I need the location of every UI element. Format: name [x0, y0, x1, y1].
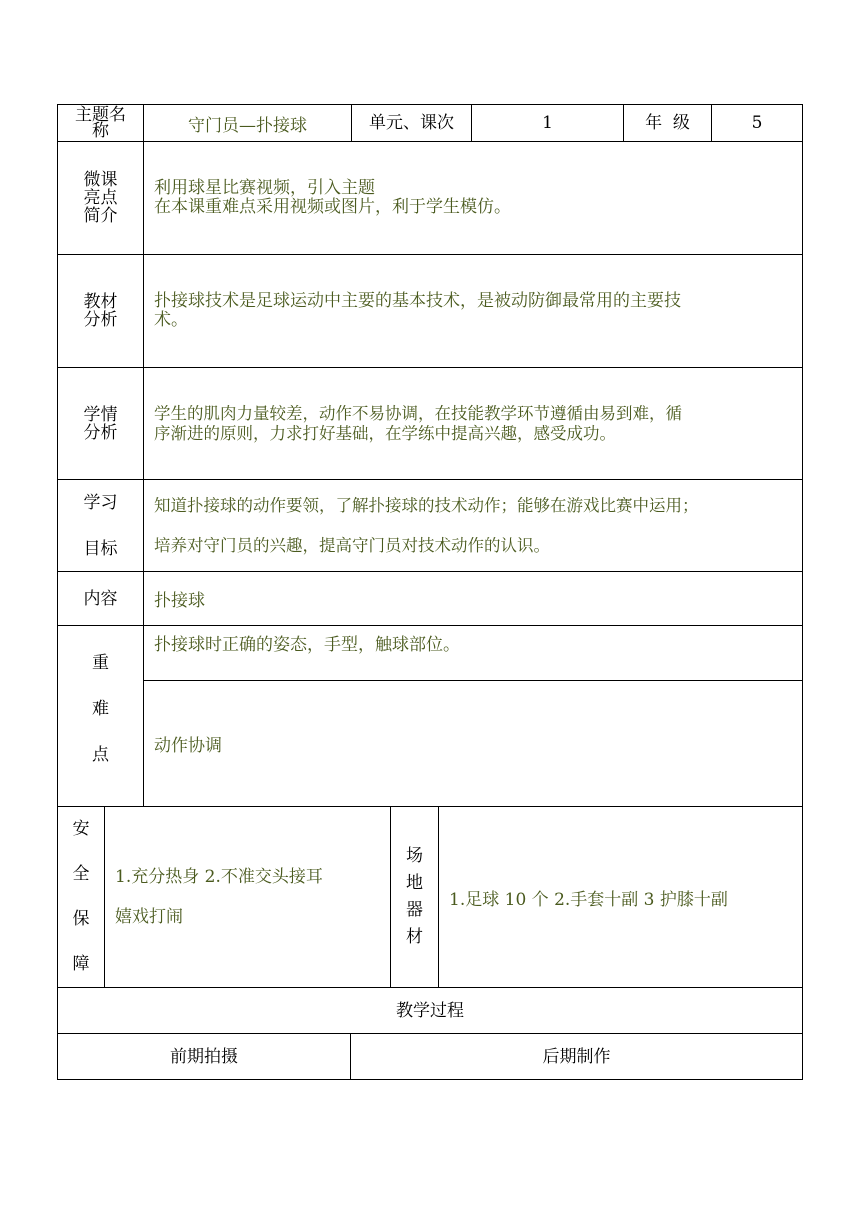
learner-text: 学生的肌肉力量较差，动作不易协调，在技能教学环节遵循由易到难，循 序渐进的原则，力求打好基础，在学练中提高兴趣，感受成功。 [154, 403, 682, 443]
topic-label: 主题名称 [58, 105, 144, 141]
micro-label-line: 简介 [83, 206, 118, 226]
safety-row [57, 807, 803, 988]
material-label: 教材 分析 [58, 255, 144, 367]
micro-label [58, 142, 144, 254]
goals-text: 知道扑接球的动作要领，了解扑接球的技术动作；能够在游戏比赛中运用； 培养对守门员的兴趣，提高守门员对技术动作的认识。 [154, 495, 699, 555]
process-col-production: 后期制作 [542, 1046, 611, 1067]
micro-label-line: 亮点 [83, 188, 118, 208]
process-title-row [57, 988, 803, 1034]
key-point-cell [144, 626, 802, 681]
learner-label: 学情 分析 [58, 368, 144, 479]
keypoints-row [57, 626, 803, 807]
goals-label: 学习 目标 [58, 480, 144, 571]
process-title: 教学过程 [396, 1000, 464, 1021]
grade-label: 年 级 [624, 105, 712, 141]
grade-value: 5 [751, 113, 763, 133]
micro-line: 在本课重难点采用视频或图片，利于学生模仿。 [154, 197, 511, 217]
unit-value: 1 [472, 105, 624, 141]
difficult-point-text: 动作协调 [154, 736, 222, 756]
micro-line: 利用球星比赛视频，引入主题 [154, 178, 375, 198]
micro-row [57, 142, 803, 255]
learner-row [57, 368, 803, 480]
content-row [57, 572, 803, 626]
safety-text: 1.充分热身 2.不准交头接耳 嬉戏打闹 [105, 807, 391, 987]
goals-row [57, 480, 803, 572]
venue-value: 1.足球 10 个 2.手套十副 3 护膝十副 [449, 889, 728, 910]
material-row [57, 255, 803, 368]
content-label: 内容 [58, 572, 144, 625]
process-col-shooting: 前期拍摄 [58, 1034, 351, 1079]
lesson-plan-table [57, 104, 803, 1080]
venue-label: 场 地 器 材 [391, 807, 439, 987]
topic-value: 守门员—扑接球 [144, 105, 352, 141]
unit-label: 单元、课次 [352, 105, 472, 141]
process-columns-row [57, 1034, 803, 1080]
content-value: 扑接球 [154, 591, 205, 611]
key-point-text: 扑接球时正确的姿态，手型，触球部位。 [154, 635, 460, 655]
keypoints-label: 重 难 点 [58, 626, 144, 806]
material-text: 扑接球技术是足球运动中主要的基本技术，是被动防御最常用的主要技 术。 [154, 291, 681, 330]
micro-label-line: 微课 [83, 170, 118, 190]
safety-label: 安 全 保 障 [58, 807, 105, 987]
micro-text [144, 142, 802, 254]
header-row [57, 104, 803, 142]
